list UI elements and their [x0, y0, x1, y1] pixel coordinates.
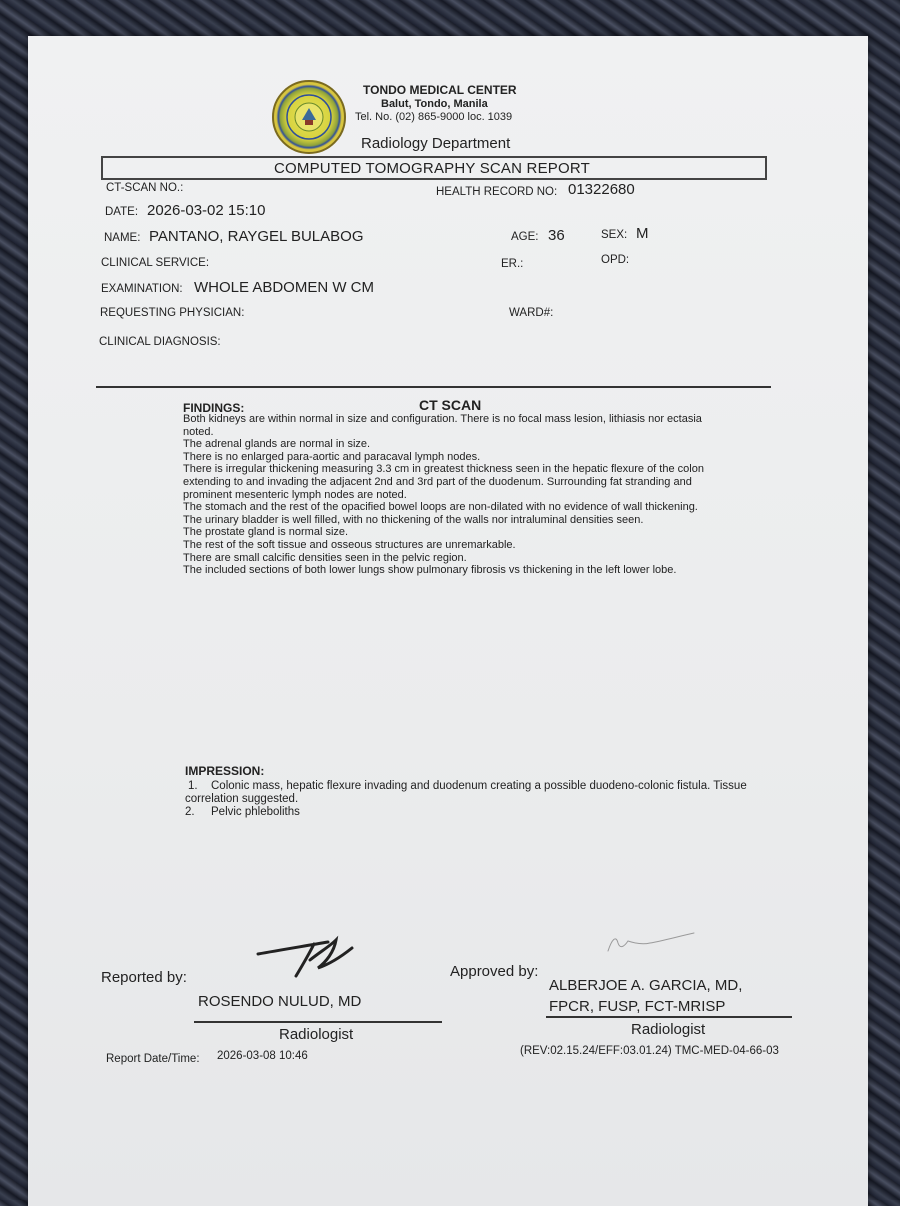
- findings-line: The included sections of both lower lungs show pulmonary fibrosis vs thickening in the left lower lobe.: [183, 564, 677, 577]
- ctscan-no-label: CT-SCAN NO.:: [106, 182, 184, 194]
- institution-name: TONDO MEDICAL CENTER: [363, 83, 517, 97]
- findings-line: There are small calcific densities seen in the pelvic region.: [183, 551, 467, 564]
- findings-line: The rest of the soft tissue and osseous structures are unremarkable.: [183, 538, 516, 551]
- report-title: COMPUTED TOMOGRAPHY SCAN REPORT: [274, 160, 590, 177]
- ward-label: WARD#:: [509, 307, 554, 319]
- clinical-service-label: CLINICAL SERVICE:: [101, 257, 210, 269]
- date-value: 2026-03-02 15:10: [147, 202, 266, 219]
- reporter-signature-line: [194, 1021, 442, 1023]
- name-label: NAME:: [104, 232, 141, 244]
- findings-line: prominent mesenteric lymph nodes are noted.: [183, 488, 407, 501]
- form-code: (REV:02.15.24/EFF:03.01.24) TMC-MED-04-66-03: [520, 1045, 779, 1057]
- report-paper: [28, 36, 868, 1206]
- findings-line: noted.: [183, 425, 214, 438]
- health-record-value: 01322680: [568, 181, 635, 198]
- er-label: ER.:: [501, 258, 524, 270]
- section-divider: [96, 386, 771, 388]
- sex-label: SEX:: [601, 229, 628, 241]
- hospital-seal-logo: [272, 80, 346, 154]
- impression-item-continued: correlation suggested.: [185, 793, 299, 805]
- impression-item: Pelvic phleboliths: [211, 806, 300, 818]
- health-record-label: HEALTH RECORD NO:: [436, 186, 558, 198]
- findings-line: The urinary bladder is well filled, with no thickening of the walls nor intraluminal densities seen.: [183, 513, 644, 526]
- report-datetime-value: 2026-03-08 10:46: [217, 1050, 308, 1062]
- findings-line: There is no enlarged para-aortic and paracaval lymph nodes.: [183, 450, 481, 463]
- examination-value: WHOLE ABDOMEN W CM: [194, 279, 375, 296]
- impression-item: Colonic mass, hepatic flexure invading and duodenum creating a possible duodeno-colonic fistula. Tissue: [211, 780, 747, 792]
- examination-label: EXAMINATION:: [101, 283, 183, 295]
- impression-label: IMPRESSION:: [185, 764, 265, 778]
- institution-telephone: Tel. No. (02) 865-9000 loc. 1039: [355, 111, 513, 123]
- findings-line: Both kidneys are within normal in size and configuration. There is no focal mass lesion, lithiasis nor ectasia: [183, 413, 702, 425]
- approver-name-line2: FPCR, FUSP, FCT-MRISP: [549, 998, 726, 1015]
- findings-line: The stomach and the rest of the opacified bowel loops are non-dilated with no evidence of wall thickening.: [183, 501, 698, 514]
- department-name: Radiology Department: [361, 135, 511, 152]
- impression-number: 1.: [188, 780, 198, 792]
- reporter-role: Radiologist: [279, 1026, 354, 1043]
- findings-text: [183, 413, 763, 577]
- findings-line: extending to and invading the adjacent 2nd and 3rd part of the duodenum. Surrounding fat stranding and: [183, 475, 692, 488]
- impression-number: 2.: [185, 806, 195, 818]
- approver-signature-line: [546, 1016, 792, 1018]
- report-datetime-label: Report Date/Time:: [106, 1053, 200, 1065]
- reported-by-label: Reported by:: [101, 969, 187, 986]
- findings-line: The adrenal glands are normal in size.: [183, 438, 371, 451]
- institution-address: Balut, Tondo, Manila: [381, 98, 488, 110]
- sex-value: M: [636, 225, 649, 242]
- age-value: 36: [548, 227, 565, 244]
- approver-role: Radiologist: [631, 1021, 706, 1038]
- reporter-signature: [250, 934, 360, 982]
- reporter-name: ROSENDO NULUD, MD: [198, 993, 362, 1010]
- findings-line: The prostate gland is normal size.: [183, 526, 349, 539]
- impression-text: [185, 780, 775, 819]
- approved-by-label: Approved by:: [450, 963, 539, 980]
- date-label: DATE:: [105, 206, 139, 218]
- approver-signature: [602, 929, 702, 959]
- requesting-physician-label: REQUESTING PHYSICIAN:: [100, 307, 245, 319]
- clinical-diagnosis-label: CLINICAL DIAGNOSIS:: [99, 336, 221, 348]
- age-label: AGE:: [511, 231, 539, 243]
- findings-line: There is irregular thickening measuring 3.3 cm in greatest thickness seen in the hepatic flexure of the colon: [183, 463, 704, 476]
- findings-heading: CT SCAN: [419, 397, 482, 413]
- approver-name-line1: ALBERJOE A. GARCIA, MD,: [549, 977, 743, 994]
- findings-label: FINDINGS:: [183, 401, 245, 415]
- opd-label: OPD:: [601, 254, 630, 266]
- patient-name: PANTANO, RAYGEL BULABOG: [149, 228, 364, 245]
